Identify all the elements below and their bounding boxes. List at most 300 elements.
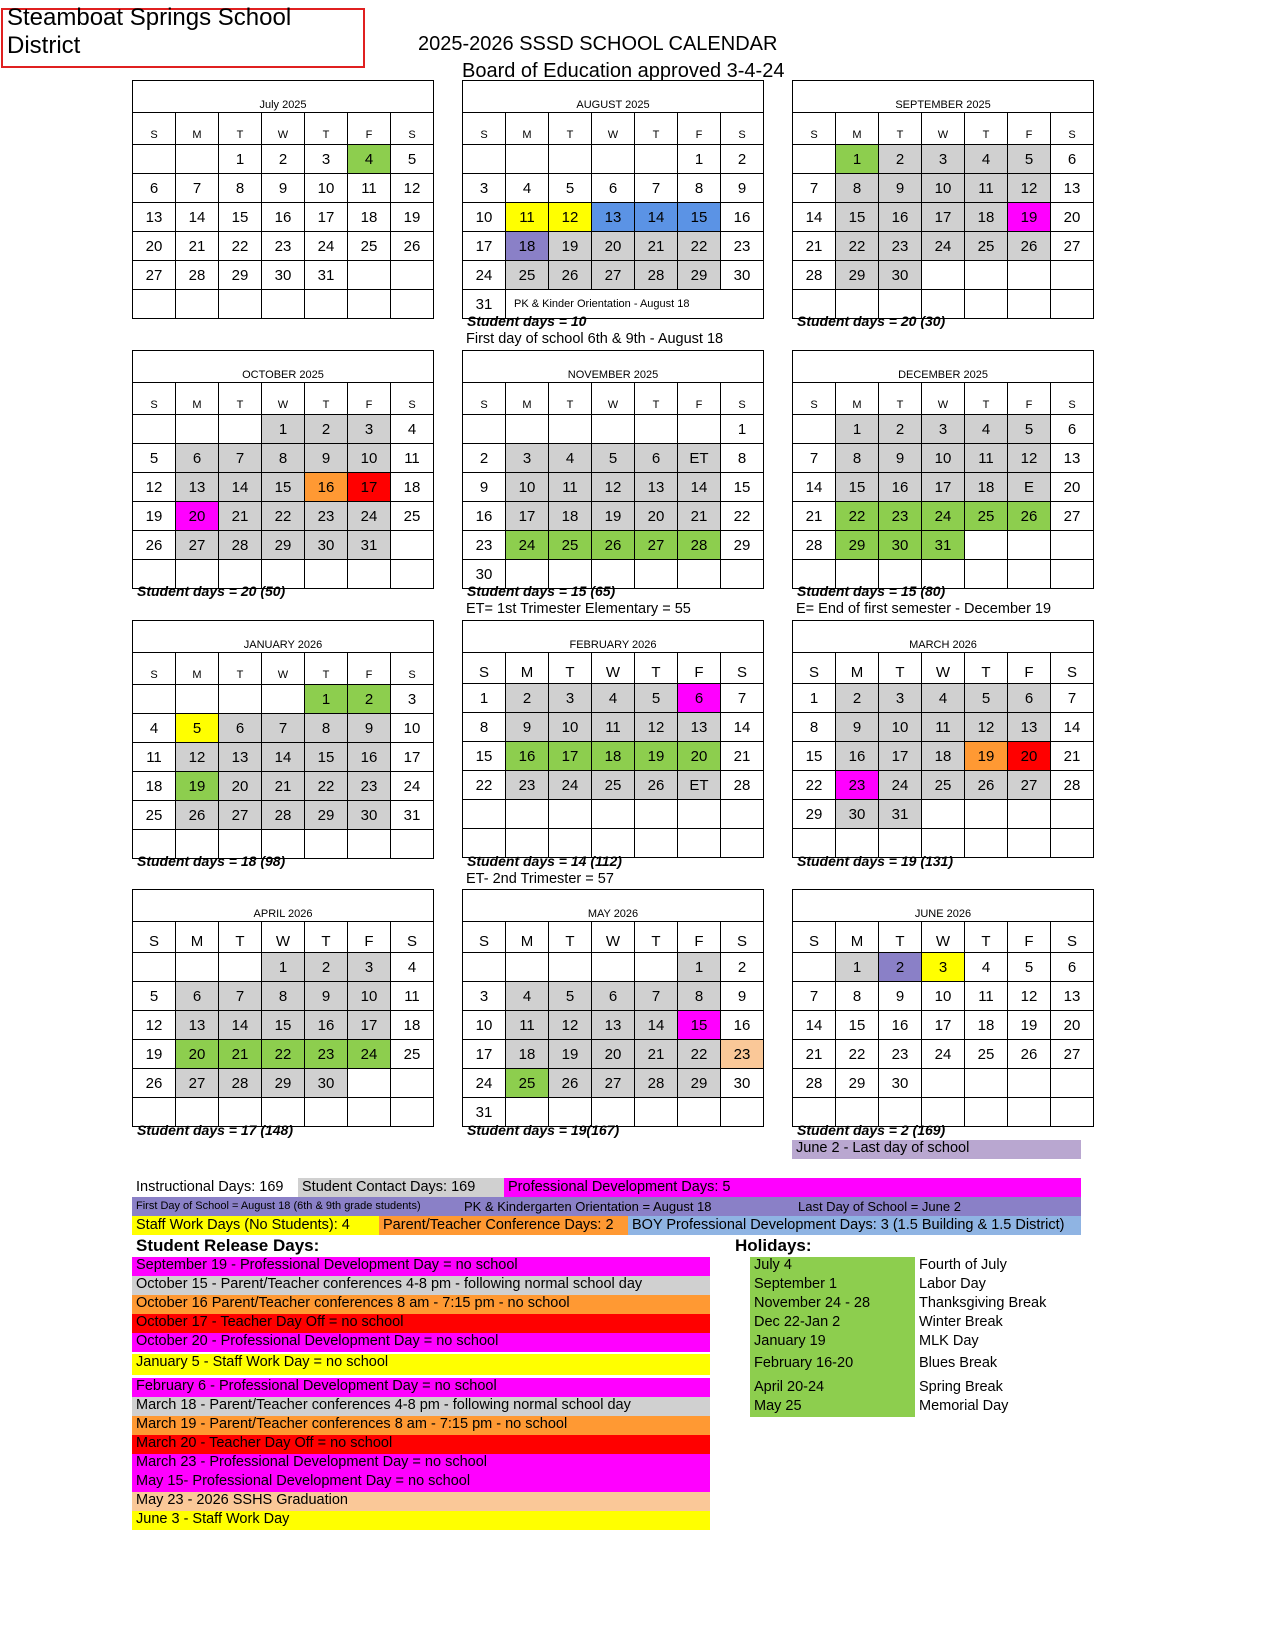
holiday-date: July 4 — [754, 1257, 792, 1273]
legend-pd-days: Professional Development Days: 5 — [504, 1178, 1081, 1197]
weekday-header: T — [635, 653, 678, 684]
day-cell: 22 — [836, 1040, 879, 1069]
day-cell: 17 — [922, 203, 965, 232]
day-cell: 18 — [592, 742, 635, 771]
day-cell: 25 — [391, 502, 434, 531]
day-cell: 8 — [463, 713, 506, 742]
day-cell: 2 — [879, 415, 922, 444]
empty-cell — [506, 800, 549, 829]
weekday-header: S — [463, 383, 506, 415]
weekday-header: S — [793, 922, 836, 953]
day-cell: 12 — [391, 174, 434, 203]
day-cell: 5 — [176, 714, 219, 743]
day-cell: 14 — [793, 203, 836, 232]
day-cell: 1 — [836, 415, 879, 444]
student-days-count: Student days = 15 (65) — [467, 583, 616, 599]
day-cell: 15 — [836, 1011, 879, 1040]
day-cell: 24 — [305, 232, 348, 261]
day-cell: 26 — [549, 261, 592, 290]
day-cell: 6 — [592, 174, 635, 203]
day-cell: 17 — [348, 1011, 391, 1040]
day-cell: 10 — [922, 444, 965, 473]
day-cell: 22 — [793, 771, 836, 800]
day-cell: 21 — [176, 232, 219, 261]
day-cell: 25 — [965, 1040, 1008, 1069]
month-note: First day of school 6th & 9th - August 18 — [466, 331, 724, 347]
month-calendar — [792, 889, 1094, 1127]
legend-student-contact-days: Student Contact Days: 169 — [298, 1178, 504, 1197]
day-cell: 14 — [262, 743, 305, 772]
day-cell: 10 — [305, 174, 348, 203]
release-day-item: October 15 - Parent/Teacher conferences 4-8 pm - following normal school day — [132, 1276, 710, 1295]
empty-cell — [965, 829, 1008, 858]
holiday-date: Dec 22-Jan 2 — [754, 1314, 841, 1330]
day-cell: 24 — [549, 771, 592, 800]
student-days-count: Student days = 17 (148) — [137, 1122, 294, 1138]
empty-cell — [176, 290, 219, 319]
day-cell: 19 — [133, 502, 176, 531]
day-cell: 14 — [793, 1011, 836, 1040]
weekday-header: S — [463, 113, 506, 145]
day-cell: 9 — [463, 473, 506, 502]
empty-cell — [506, 145, 549, 174]
empty-cell — [391, 1098, 434, 1127]
day-cell: 21 — [793, 502, 836, 531]
release-day-item: May 23 - 2026 SSHS Graduation — [132, 1492, 710, 1511]
day-cell: 29 — [836, 1069, 879, 1098]
weekday-header: T — [305, 922, 348, 953]
day-cell: 6 — [1051, 953, 1094, 982]
day-cell: 7 — [219, 444, 262, 473]
orientation-note: PK & Kinder Orientation - August 18 — [506, 290, 764, 319]
day-cell: 18 — [549, 502, 592, 531]
day-cell: 17 — [922, 473, 965, 502]
empty-cell — [1051, 290, 1094, 319]
empty-cell — [635, 145, 678, 174]
day-cell: 8 — [836, 174, 879, 203]
day-cell: 16 — [879, 203, 922, 232]
day-cell: 14 — [793, 473, 836, 502]
day-cell: 19 — [1008, 203, 1051, 232]
student-days-count: Student days = 20 (30) — [797, 313, 946, 329]
empty-cell — [635, 415, 678, 444]
empty-cell — [678, 829, 721, 858]
weekday-header: S — [721, 922, 764, 953]
empty-cell — [506, 415, 549, 444]
day-cell: 11 — [348, 174, 391, 203]
day-cell: 9 — [305, 444, 348, 473]
release-day-item: September 19 - Professional Development Day = no school — [132, 1257, 710, 1276]
day-cell: 4 — [506, 982, 549, 1011]
day-cell: 23 — [721, 1040, 764, 1069]
month-calendar — [792, 620, 1094, 858]
legend-orientation: PK & Kindergarten Orientation = August 18 — [464, 1199, 712, 1214]
day-cell: 9 — [721, 982, 764, 1011]
weekday-header: M — [836, 653, 879, 684]
day-cell: 16 — [836, 742, 879, 771]
day-cell: 16 — [305, 473, 348, 502]
day-cell: 1 — [262, 953, 305, 982]
day-cell: 25 — [506, 261, 549, 290]
day-cell: 13 — [592, 203, 635, 232]
weekday-header: S — [1051, 113, 1094, 145]
student-days-count: Student days = 18 (98) — [137, 853, 286, 869]
empty-cell — [678, 415, 721, 444]
day-cell: 11 — [506, 1011, 549, 1040]
day-cell: 24 — [348, 502, 391, 531]
weekday-header: W — [262, 653, 305, 685]
day-cell: 3 — [879, 684, 922, 713]
day-cell: 6 — [592, 982, 635, 1011]
day-cell: 11 — [391, 982, 434, 1011]
empty-cell — [133, 145, 176, 174]
day-cell: 14 — [219, 473, 262, 502]
day-cell: 7 — [176, 174, 219, 203]
day-cell: 4 — [391, 953, 434, 982]
day-cell: 27 — [1051, 502, 1094, 531]
day-cell: 26 — [391, 232, 434, 261]
day-cell: 12 — [592, 473, 635, 502]
day-cell: 1 — [305, 685, 348, 714]
day-cell: 13 — [678, 713, 721, 742]
day-cell: 1 — [836, 953, 879, 982]
release-day-item: May 15- Professional Development Day = no school — [132, 1473, 710, 1492]
day-cell: ET — [678, 771, 721, 800]
weekday-header: T — [635, 383, 678, 415]
empty-cell — [348, 830, 391, 859]
day-cell: 10 — [549, 713, 592, 742]
month-calendar — [462, 350, 764, 589]
day-cell: 3 — [463, 982, 506, 1011]
day-cell: 27 — [592, 1069, 635, 1098]
day-cell: 21 — [262, 772, 305, 801]
day-cell: 14 — [635, 1011, 678, 1040]
weekday-header: W — [592, 113, 635, 145]
release-day-item: March 18 - Parent/Teacher conferences 4-8 pm - following normal school day — [132, 1397, 710, 1416]
day-cell: 7 — [262, 714, 305, 743]
day-cell: 24 — [922, 232, 965, 261]
day-cell: ET — [678, 444, 721, 473]
day-cell: 28 — [176, 261, 219, 290]
empty-cell — [176, 685, 219, 714]
holidays-heading: Holidays: — [735, 1236, 812, 1255]
empty-cell — [348, 1098, 391, 1127]
day-cell: 29 — [262, 1069, 305, 1098]
day-cell: 27 — [176, 531, 219, 560]
empty-cell — [635, 1098, 678, 1127]
day-cell: 14 — [1051, 713, 1094, 742]
empty-cell — [463, 145, 506, 174]
day-cell: 21 — [793, 1040, 836, 1069]
weekday-header: S — [391, 653, 434, 685]
empty-cell — [549, 415, 592, 444]
student-days-count: Student days = 10 — [467, 313, 587, 329]
day-cell: 20 — [1008, 742, 1051, 771]
day-cell: 14 — [176, 203, 219, 232]
empty-cell — [1051, 261, 1094, 290]
day-cell: 31 — [463, 1098, 506, 1127]
day-cell: 28 — [793, 1069, 836, 1098]
day-cell: 6 — [678, 684, 721, 713]
month-title: NOVEMBER 2025 — [463, 351, 764, 383]
day-cell: 26 — [1008, 502, 1051, 531]
empty-cell — [176, 145, 219, 174]
day-cell: 26 — [1008, 232, 1051, 261]
weekday-header: T — [965, 383, 1008, 415]
day-cell: 19 — [549, 232, 592, 261]
day-cell: 2 — [836, 684, 879, 713]
day-cell: 13 — [592, 1011, 635, 1040]
day-cell: 29 — [678, 261, 721, 290]
day-cell: 18 — [348, 203, 391, 232]
day-cell: 19 — [391, 203, 434, 232]
weekday-header: S — [463, 922, 506, 953]
day-cell: 5 — [592, 444, 635, 473]
holiday-name: Thanksgiving Break — [919, 1295, 1047, 1311]
day-cell: 10 — [463, 1011, 506, 1040]
day-cell: 8 — [836, 982, 879, 1011]
day-cell: 9 — [879, 444, 922, 473]
day-cell: 20 — [1051, 473, 1094, 502]
day-cell: 22 — [836, 502, 879, 531]
day-cell: 31 — [391, 801, 434, 830]
day-cell: 30 — [463, 560, 506, 589]
day-cell: 20 — [1051, 1011, 1094, 1040]
weekday-header: W — [592, 922, 635, 953]
empty-cell — [1008, 261, 1051, 290]
day-cell: 28 — [635, 1069, 678, 1098]
weekday-header: M — [506, 113, 549, 145]
empty-cell — [922, 261, 965, 290]
day-cell: 15 — [262, 1011, 305, 1040]
day-cell: 12 — [133, 1011, 176, 1040]
day-cell: 18 — [133, 772, 176, 801]
day-cell: 2 — [879, 145, 922, 174]
day-cell: 13 — [1051, 444, 1094, 473]
day-cell: 4 — [549, 444, 592, 473]
month-title: OCTOBER 2025 — [133, 351, 434, 383]
weekday-header: W — [592, 653, 635, 684]
empty-cell — [965, 261, 1008, 290]
release-day-item: January 5 - Staff Work Day = no school — [132, 1354, 710, 1375]
day-cell: 23 — [262, 232, 305, 261]
day-cell: 1 — [262, 415, 305, 444]
day-cell: 19 — [1008, 1011, 1051, 1040]
day-cell: 4 — [965, 145, 1008, 174]
legend-row-1 — [132, 1178, 1081, 1197]
empty-cell — [793, 415, 836, 444]
day-cell: 3 — [922, 415, 965, 444]
weekday-header: T — [305, 113, 348, 145]
month-title: FEBRUARY 2026 — [463, 621, 764, 653]
day-cell: 13 — [219, 743, 262, 772]
legend-row-2 — [132, 1197, 1081, 1216]
day-cell: 5 — [391, 145, 434, 174]
day-cell: 7 — [219, 982, 262, 1011]
day-cell: 13 — [1051, 174, 1094, 203]
day-cell: 17 — [305, 203, 348, 232]
day-cell: 7 — [793, 174, 836, 203]
weekday-header: S — [391, 922, 434, 953]
weekday-header: T — [549, 113, 592, 145]
empty-cell — [965, 1098, 1008, 1127]
empty-cell — [1008, 531, 1051, 560]
empty-cell — [793, 145, 836, 174]
empty-cell — [506, 953, 549, 982]
day-cell: 30 — [721, 261, 764, 290]
day-cell: 8 — [721, 444, 764, 473]
empty-cell — [348, 1069, 391, 1098]
weekday-header: F — [348, 383, 391, 415]
day-cell: 7 — [721, 684, 764, 713]
month-title: SEPTEMBER 2025 — [793, 81, 1094, 113]
holiday-name: Fourth of July — [919, 1257, 1007, 1273]
day-cell: 8 — [262, 444, 305, 473]
day-cell: 15 — [463, 742, 506, 771]
holiday-date: November 24 - 28 — [754, 1295, 871, 1311]
release-day-item: October 20 - Professional Development Day = no school — [132, 1333, 710, 1352]
weekday-header: S — [391, 383, 434, 415]
weekday-header: S — [721, 383, 764, 415]
empty-cell — [678, 560, 721, 589]
day-cell: 29 — [793, 800, 836, 829]
day-cell: 1 — [463, 684, 506, 713]
day-cell: 16 — [348, 743, 391, 772]
empty-cell — [463, 953, 506, 982]
month-title: DECEMBER 2025 — [793, 351, 1094, 383]
weekday-header: M — [506, 922, 549, 953]
release-day-item: October 17 - Teacher Day Off = no school — [132, 1314, 710, 1333]
day-cell: 28 — [219, 531, 262, 560]
day-cell: 27 — [1051, 1040, 1094, 1069]
day-cell: 12 — [549, 1011, 592, 1040]
day-cell: 30 — [262, 261, 305, 290]
empty-cell — [305, 560, 348, 589]
weekday-header: M — [836, 383, 879, 415]
day-cell: 6 — [635, 444, 678, 473]
day-cell: 4 — [965, 415, 1008, 444]
day-cell: 5 — [549, 174, 592, 203]
day-cell: 28 — [793, 531, 836, 560]
day-cell: 10 — [506, 473, 549, 502]
weekday-header: M — [176, 922, 219, 953]
day-cell: 13 — [635, 473, 678, 502]
student-days-count: Student days = 20 (50) — [137, 583, 286, 599]
day-cell: 2 — [721, 953, 764, 982]
month-calendar — [462, 80, 764, 319]
day-cell: 4 — [391, 415, 434, 444]
weekday-header: T — [549, 383, 592, 415]
day-cell: 5 — [1008, 953, 1051, 982]
empty-cell — [965, 800, 1008, 829]
weekday-header: T — [879, 113, 922, 145]
day-cell: 23 — [305, 1040, 348, 1069]
release-days-heading: Student Release Days: — [136, 1236, 320, 1255]
day-cell: 6 — [1051, 145, 1094, 174]
weekday-header: T — [965, 653, 1008, 684]
day-cell: 24 — [463, 261, 506, 290]
day-cell: 27 — [133, 261, 176, 290]
empty-cell — [592, 415, 635, 444]
empty-cell — [965, 1069, 1008, 1098]
weekday-header: T — [219, 113, 262, 145]
month-title: JANUARY 2026 — [133, 621, 434, 653]
day-cell: 3 — [506, 444, 549, 473]
empty-cell — [922, 800, 965, 829]
weekday-header: M — [176, 383, 219, 415]
legend-boy-pd-days: BOY Professional Development Days: 3 (1.5 Building & 1.5 District) — [628, 1216, 1081, 1235]
empty-cell — [965, 531, 1008, 560]
day-cell: 15 — [305, 743, 348, 772]
day-cell: 6 — [1051, 415, 1094, 444]
day-cell: 11 — [549, 473, 592, 502]
day-cell: 7 — [1051, 684, 1094, 713]
day-cell: 22 — [262, 502, 305, 531]
day-cell: 4 — [922, 684, 965, 713]
day-cell: 12 — [549, 203, 592, 232]
holiday-name: Blues Break — [919, 1355, 998, 1371]
month-calendar — [132, 889, 434, 1127]
day-cell: 11 — [391, 444, 434, 473]
day-cell: 27 — [1008, 771, 1051, 800]
empty-cell — [262, 685, 305, 714]
day-cell: 7 — [793, 982, 836, 1011]
day-cell: 26 — [635, 771, 678, 800]
day-cell: 20 — [133, 232, 176, 261]
day-cell: 19 — [635, 742, 678, 771]
empty-cell — [133, 290, 176, 319]
day-cell: 30 — [348, 801, 391, 830]
day-cell: 3 — [348, 953, 391, 982]
day-cell: 7 — [635, 982, 678, 1011]
holiday-name: Labor Day — [919, 1276, 986, 1292]
day-cell: 30 — [879, 1069, 922, 1098]
day-cell: 10 — [463, 203, 506, 232]
day-cell: 23 — [836, 771, 879, 800]
student-days-count: Student days = 14 (112) — [467, 853, 622, 869]
empty-cell — [305, 290, 348, 319]
legend-last-day: Last Day of School = June 2 — [798, 1199, 961, 1214]
day-cell: 6 — [133, 174, 176, 203]
empty-cell — [965, 560, 1008, 589]
weekday-header: S — [391, 113, 434, 145]
day-cell: 23 — [879, 502, 922, 531]
weekday-header: S — [1051, 653, 1094, 684]
weekday-header: W — [262, 113, 305, 145]
day-cell: 28 — [678, 531, 721, 560]
day-cell: 15 — [721, 473, 764, 502]
day-cell: 14 — [721, 713, 764, 742]
release-day-item: March 19 - Parent/Teacher conferences 8 am - 7:15 pm - no school — [132, 1416, 710, 1435]
month-note: E= End of first semester - December 19 — [796, 601, 1052, 617]
day-cell: 20 — [219, 772, 262, 801]
student-days-count: Student days = 15 (80) — [797, 583, 946, 599]
day-cell: 22 — [305, 772, 348, 801]
day-cell: 4 — [965, 953, 1008, 982]
student-days-count: Student days = 19(167) — [467, 1122, 620, 1138]
empty-cell — [549, 145, 592, 174]
day-cell: 5 — [635, 684, 678, 713]
weekday-header: W — [922, 383, 965, 415]
release-day-item: October 16 Parent/Teacher conferences 8 am - 7:15 pm - no school — [132, 1295, 710, 1314]
day-cell: 21 — [219, 1040, 262, 1069]
day-cell: 10 — [348, 444, 391, 473]
empty-cell — [1051, 829, 1094, 858]
day-cell: 1 — [721, 415, 764, 444]
day-cell: 25 — [965, 502, 1008, 531]
day-cell: 16 — [879, 473, 922, 502]
day-cell: 7 — [635, 174, 678, 203]
